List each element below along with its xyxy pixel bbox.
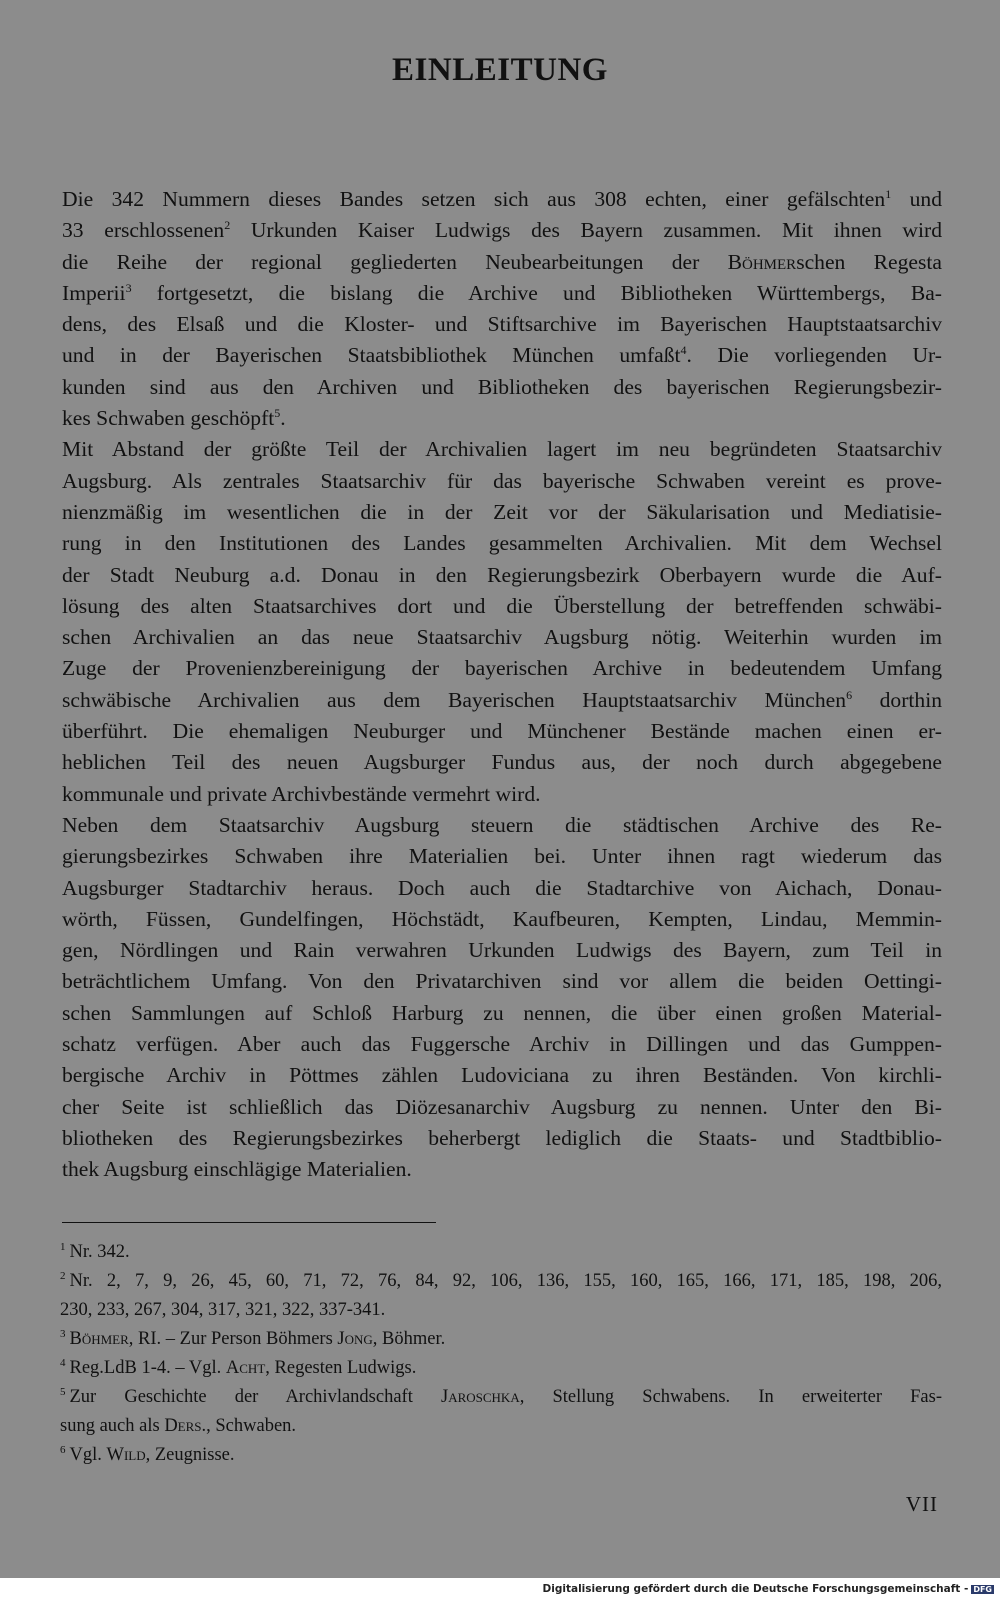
text-line: nienzmäßig im wesentlichen die in der Zeit vor der Säkularisation und Mediatisie- <box>62 499 942 524</box>
footnote-ref: 1 <box>885 186 892 201</box>
text-line: gen, Nördlingen und Rain verwahren Urkunden Ludwigs des Bayern, zum Teil in <box>62 938 942 963</box>
footnotes <box>60 1238 942 1470</box>
text-line: Augsburger Stadtarchiv heraus. Doch auch die Stadtarchive von Aichach, Donau- <box>62 875 942 900</box>
footnote-2: $^2$ Nr. 2, 7, 9, 26, 45, 60, 71, 72, 76, 84, 92, 106, 136, 155, 160, 165, 166, 171, 185, 198, 206, <box>60 1269 942 1291</box>
text-line: Neben dem Staatsarchiv Augsburg steuern die städtischen Archive des Re- <box>62 812 942 837</box>
footnote-2-continued: 230, 233, 267, 304, 317, 321, 322, 337-341. <box>60 1300 386 1320</box>
text-line: Die 342 Nummern dieses Bandes setzen sich aus 308 echten, einer gefälschten$^1$ und <box>62 186 942 211</box>
text-line: die Reihe der regional gegliederten Neubearbeitungen der Böhmerschen Regesta <box>62 249 942 274</box>
text-line: der Stadt Neuburg a.d. Donau in den Regierungsbezirk Oberbayern wurde die Auf- <box>62 562 942 587</box>
text-line: cher Seite ist schließlich das Diözesanarchiv Augsburg zu nennen. Unter den Bi- <box>62 1094 942 1119</box>
footnote-3: $^3$ Böhmer, RI. – Zur Person Böhmers Jong, Böhmer. <box>60 1327 446 1349</box>
text-line: heblichen Teil des neuen Augsburger Fundus aus, der noch durch abgegebene <box>62 750 942 775</box>
text-line: kunden sind aus den Archiven und Bibliotheken des bayerischen Regierungsbezir- <box>62 374 942 399</box>
text-line: gierungsbezirkes Schwaben ihre Materialien bei. Unter ihnen ragt wiederum das <box>62 844 942 869</box>
text-line: 33 erschlossenen$^2$ Urkunden Kaiser Ludwigs des Bayern zusammen. Mit ihnen wird <box>62 218 943 243</box>
text-line: kommunale und private Archivbestände vermehrt wird. <box>62 781 541 806</box>
text-line: lösung des alten Staatsarchives dort und die Überstellung der betreffenden schwäbi- <box>62 593 942 618</box>
text-line: beträchtlichem Umfang. Von den Privatarchiven sind vor allem die beiden Oettingi- <box>62 969 942 994</box>
page-number: VII <box>905 1492 938 1516</box>
footnote-6: $^6$ Vgl. Wild, Zeugnisse. <box>60 1443 235 1465</box>
text-line: thek Augsburg einschlägige Materialien. <box>62 1157 412 1182</box>
text-line: schen Archivalien an das neue Staatsarchiv Augsburg nötig. Weiterhin wurden im <box>62 625 942 650</box>
text-line: dens, des Elsaß und die Kloster- und Stiftsarchive im Bayerischen Hauptstaatsarchiv <box>62 312 942 337</box>
text-line: bergische Archiv in Pöttmes zählen Ludoviciana zu ihren Beständen. Von kirchli- <box>62 1063 942 1088</box>
text-line: Augsburg. Als zentrales Staatsarchiv für das bayerische Schwaben vereint es prove- <box>62 468 942 493</box>
footnote-ref: 6 <box>846 687 853 702</box>
dfg-logo-icon: DFG <box>973 1584 992 1594</box>
footnote-4: $^4$ Reg.LdB 1-4. – Vgl. Acht, Regesten Ludwigs. <box>60 1356 417 1378</box>
text-line: überführt. Die ehemaligen Neuburger und Münchener Bestände machen einen er- <box>62 719 942 744</box>
footnote-5-continued: sung auch als Ders., Schwaben. <box>60 1416 297 1436</box>
footnote-ref: 2 <box>224 218 231 233</box>
text-line: Mit Abstand der größte Teil der Archivalien lagert im neu begründeten Staatsarchiv <box>62 437 942 462</box>
body-text <box>62 184 942 1186</box>
footnote-1: $^1$ Nr. 342. <box>60 1240 130 1262</box>
text-line: schen Sammlungen auf Schloß Harburg zu nennen, die über einen großen Material- <box>62 1000 942 1025</box>
text-line: Zuge der Provenienzbereinigung der bayerischen Archive in bedeutendem Umfang <box>62 656 942 681</box>
footnote-5: $^5$ Zur Geschichte der Archivlandschaft Jaroschka, Stellung Schwabens. In erweiterter Fas- <box>60 1385 942 1407</box>
text-line: kes Schwaben geschöpft$^5$. <box>62 405 286 431</box>
digitization-credit: Digitalisierung gefördert durch die Deutsche Forschungsgemeinschaft - DFG <box>542 1583 992 1595</box>
footnote-ref: 3 <box>125 280 132 295</box>
footnote-divider <box>62 1222 436 1223</box>
footnote-ref: 5 <box>274 405 281 420</box>
text-line: und in der Bayerischen Staatsbibliothek München umfaßt$^4$. Die vorliegenden Ur- <box>62 343 942 368</box>
page-title: EINLEITUNG <box>392 52 608 88</box>
text-line: Imperii$^3$ fortgesetzt, die bislang die Archive und Bibliotheken Württembergs, Ba- <box>62 280 942 305</box>
text-line: bliotheken des Regierungsbezirkes beherbergt lediglich die Staats- und Stadtbiblio- <box>62 1125 942 1150</box>
text-line: rung in den Institutionen des Landes gesammelten Archivalien. Mit dem Wechsel <box>62 531 942 556</box>
text-line: schwäbische Archivalien aus dem Bayerischen Hauptstaatsarchiv München$^6$ dorthin <box>62 687 942 712</box>
footnote-ref: 4 <box>680 343 687 358</box>
text-line: schatz verfügen. Aber auch das Fuggersche Archiv in Dillingen und das Gumppen- <box>62 1032 942 1057</box>
text-line: wörth, Füssen, Gundelfingen, Höchstädt, Kaufbeuren, Kempten, Lindau, Memmin- <box>62 906 942 931</box>
